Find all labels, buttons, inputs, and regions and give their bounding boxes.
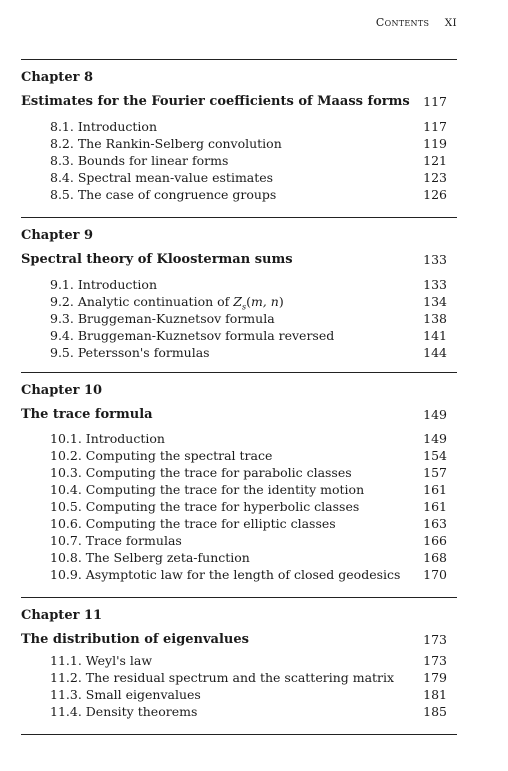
chapter-label: Chapter 9: [21, 228, 94, 243]
toc-entry[interactable]: [50, 499, 447, 514]
toc-entry-page: 123: [423, 170, 447, 185]
toc-entry-page: 185: [423, 704, 447, 719]
chapter-title-text: Spectral theory of Kloosterman sums: [21, 252, 293, 267]
toc-entry-title: 8.4. Spectral mean-value estimates: [50, 170, 274, 185]
toc-entry[interactable]: [50, 704, 447, 719]
chapter-title-text: The distribution of eigenvalues: [21, 632, 249, 647]
toc-entry[interactable]: [50, 187, 447, 202]
toc-entry-page: 134: [423, 294, 447, 309]
toc-entry-title: 10.3. Computing the trace for parabolic classes: [50, 465, 352, 480]
toc-entry[interactable]: [50, 533, 447, 548]
chapter-divider: [21, 217, 457, 218]
toc-entry-page: 157: [423, 465, 447, 480]
toc-entry-page: 170: [423, 567, 447, 582]
chapter-label: Chapter 11: [21, 608, 103, 623]
toc-entry-title: 9.1. Introduction: [50, 277, 157, 292]
toc-entry-title: 8.2. The Rankin-Selberg convolution: [50, 136, 282, 151]
toc-entry-title: 10.6. Computing the trace for elliptic classes: [50, 516, 336, 531]
toc-entry[interactable]: [50, 482, 447, 497]
toc-entry[interactable]: [50, 153, 447, 168]
toc-entry-title: 10.2. Computing the spectral trace: [50, 448, 273, 463]
toc-entry-title: 10.1. Introduction: [50, 431, 165, 446]
toc-entry-page: 133: [423, 277, 447, 292]
chapter-page-number: 133: [423, 252, 447, 267]
toc-entry[interactable]: [50, 170, 447, 185]
toc-entry-page: 161: [423, 499, 447, 514]
toc-entry-title: 9.5. Petersson's formulas: [50, 345, 210, 360]
chapter-title[interactable]: [21, 632, 447, 647]
toc-entry[interactable]: [50, 136, 447, 151]
toc-entry-title: 10.9. Asymptotic law for the length of closed geodesics: [50, 567, 401, 582]
chapter-divider: [21, 597, 457, 598]
toc-entry-title: 8.5. The case of congruence groups: [50, 187, 277, 202]
toc-entry-page: 138: [423, 311, 447, 326]
chapter-divider: [21, 59, 457, 60]
toc-entry-title: 10.5. Computing the trace for hyperbolic classes: [50, 499, 360, 514]
toc-entry-title: 10.7. Trace formulas: [50, 533, 182, 548]
toc-entry-page: 121: [423, 153, 447, 168]
chapter-divider: [21, 734, 457, 735]
chapter-title-text: The trace formula: [21, 407, 153, 422]
chapter-label: Chapter 10: [21, 383, 103, 398]
chapter-title-text: Estimates for the Fourier coefficients of Maass forms: [21, 94, 410, 109]
chapter-title[interactable]: [21, 252, 447, 267]
toc-entry-page: 166: [423, 533, 447, 548]
toc-entry[interactable]: [50, 431, 447, 446]
toc-entry-page: 181: [423, 687, 447, 702]
toc-entry-page: 161: [423, 482, 447, 497]
toc-entry-title: 9.4. Bruggeman-Kuznetsov formula reversed: [50, 328, 335, 343]
toc-entry-title: 11.3. Small eigenvalues: [50, 687, 201, 702]
toc-entry-title: 11.4. Density theorems: [50, 704, 198, 719]
toc-entry[interactable]: [50, 550, 447, 565]
chapter-label: Chapter 8: [21, 70, 94, 85]
toc-entry-page: 179: [423, 670, 447, 685]
toc-entry-title: 10.4. Computing the trace for the identity motion: [50, 482, 365, 497]
toc-entry-title: 9.3. Bruggeman-Kuznetsov formula: [50, 311, 275, 326]
toc-entry-title: 10.8. The Selberg zeta-function: [50, 550, 250, 565]
chapter-page-number: 173: [423, 632, 447, 647]
toc-entry-title: 11.1. Weyl's law: [50, 653, 153, 668]
toc-entry[interactable]: [50, 311, 447, 326]
toc-entry[interactable]: [50, 328, 447, 343]
toc-entry-page: 141: [423, 328, 447, 343]
running-title: Contents: [375, 16, 430, 29]
toc-entry-title: 8.3. Bounds for linear forms: [50, 153, 229, 168]
toc-entry-page: 144: [423, 345, 447, 360]
toc-entry[interactable]: [50, 448, 447, 463]
toc-entry[interactable]: [50, 465, 447, 480]
running-header: [376, 16, 457, 29]
toc-entry[interactable]: [50, 516, 447, 531]
toc-entry-title: 9.2. Analytic continuation of $Z_s(m$, n): [50, 294, 284, 312]
chapter-page-number: 149: [423, 407, 447, 422]
toc-entry[interactable]: [50, 294, 447, 312]
toc-entry[interactable]: [50, 653, 447, 668]
toc-entry-page: 126: [423, 187, 447, 202]
toc-entry-title: 8.1. Introduction: [50, 119, 157, 134]
chapter-divider: [21, 372, 457, 373]
toc-entry-page: 163: [423, 516, 447, 531]
toc-entry-page: 117: [423, 119, 447, 134]
toc-entry-title: 11.2. The residual spectrum and the scattering matrix: [50, 670, 395, 685]
math-expression: $Z_s(m$, n): [233, 294, 284, 312]
toc-entry[interactable]: [50, 345, 447, 360]
page-number: XI: [444, 17, 457, 29]
toc-entry-page: 168: [423, 550, 447, 565]
toc-entry[interactable]: [50, 119, 447, 134]
chapter-title[interactable]: [21, 407, 447, 422]
toc-entry-page: 119: [423, 136, 447, 151]
chapter-title[interactable]: [21, 94, 447, 109]
toc-entry-page: 173: [423, 653, 447, 668]
chapter-page-number: 117: [423, 94, 447, 109]
toc-entry[interactable]: [50, 567, 447, 582]
toc-entry-page: 149: [423, 431, 447, 446]
toc-entry[interactable]: [50, 277, 447, 292]
toc-entry[interactable]: [50, 670, 447, 685]
toc-entry[interactable]: [50, 687, 447, 702]
toc-entry-page: 154: [423, 448, 447, 463]
